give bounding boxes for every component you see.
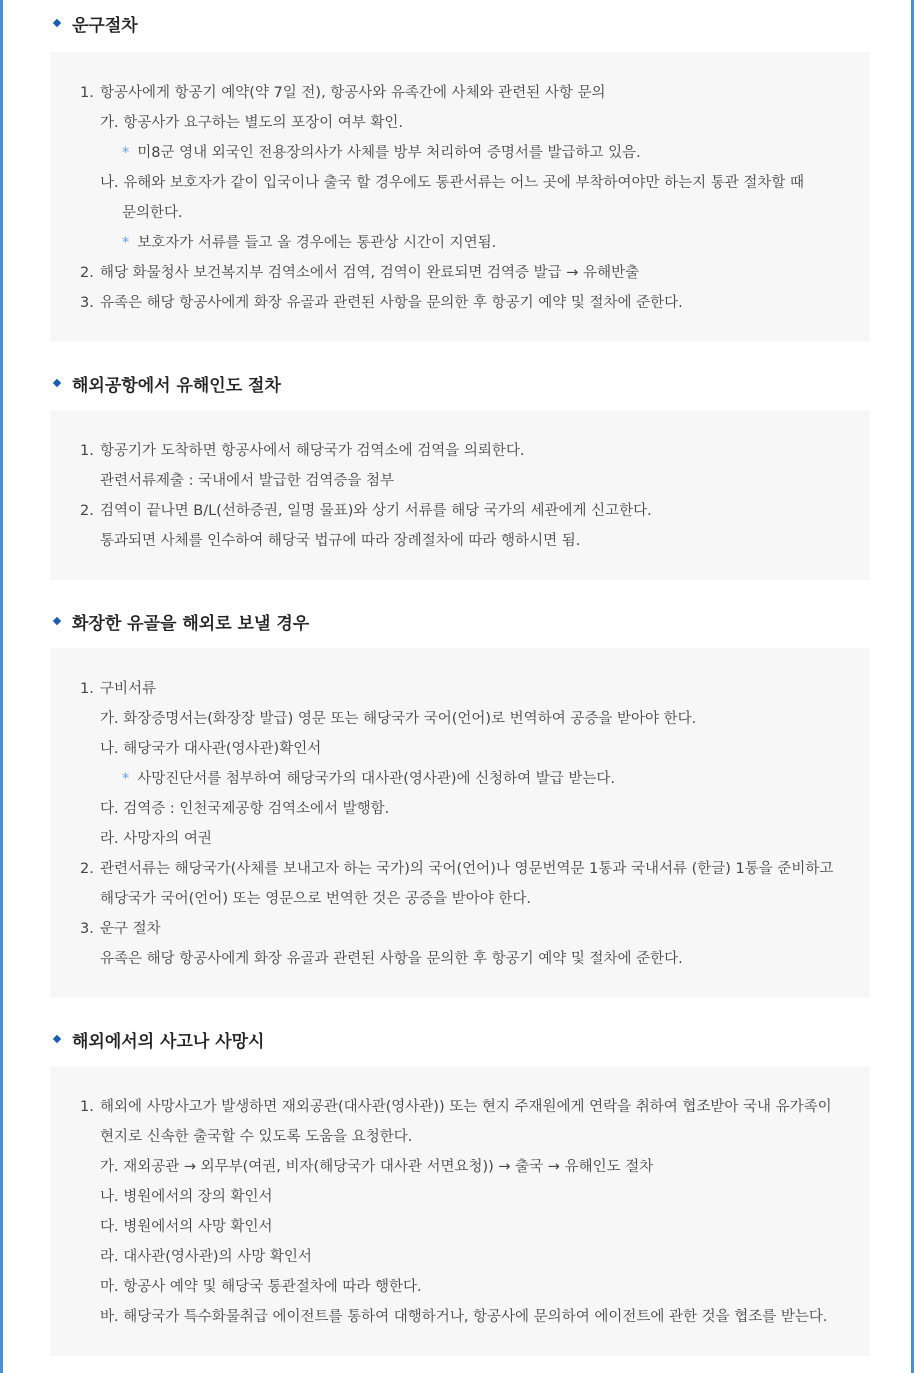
section-title-text: 해외에서의 사고나 사망시 — [72, 1031, 265, 1052]
list-item — [80, 764, 840, 794]
section-title-text: 운구절차 — [72, 15, 138, 36]
list-number: 1. — [80, 681, 94, 697]
list-item-text: 라. 사망자의 여권 — [100, 831, 212, 847]
list-item — [80, 198, 840, 228]
list-item-text: 구비서류 — [100, 681, 157, 697]
list-number: 3. — [80, 295, 94, 311]
list-item-text: 해당국가 국어(언어) 또는 영문으로 번역한 것은 공증을 받아야 한다. — [100, 891, 531, 907]
right-border — [911, 0, 914, 1373]
list-item-text: 다. 검역증 : 인천국제공항 검역소에서 발행함. — [100, 801, 390, 817]
list-item — [80, 1302, 840, 1332]
list-item-text: 해당 화물청사 보건복지부 검역소에서 검역, 검역이 완료되면 검역증 발급 → 유해반출 — [100, 265, 640, 281]
diamond-bullet-icon — [53, 1035, 61, 1043]
section-title — [50, 0, 870, 46]
section-title — [50, 598, 870, 644]
list-item-text: 가. 항공사가 요구하는 별도의 포장이 여부 확인. — [100, 115, 404, 131]
list-item — [80, 168, 840, 198]
list-item-text: 다. 병원에서의 사망 확인서 — [100, 1219, 273, 1235]
diamond-bullet-icon — [53, 19, 61, 27]
list-item — [80, 496, 840, 526]
diamond-bullet-icon — [53, 617, 61, 625]
section-title — [50, 360, 870, 406]
list-item-text: 마. 항공사 예약 및 해당국 통관절차에 따라 행한다. — [100, 1279, 422, 1295]
list-item — [80, 258, 840, 288]
list-item — [80, 1092, 840, 1122]
list-item — [80, 674, 840, 704]
list-number: 2. — [80, 265, 94, 281]
list-item — [80, 824, 840, 854]
list-item — [80, 1272, 840, 1302]
list-number: 1. — [80, 1099, 94, 1115]
list-item — [80, 1182, 840, 1212]
list-item-text: 라. 대사관(영사관)의 사망 확인서 — [100, 1249, 312, 1265]
list-item-text: 유족은 해당 항공사에게 화장 유골과 관련된 사항을 문의한 후 항공기 예약 및 절차에 준한다. — [100, 951, 683, 967]
list-item-text: 운구 절차 — [100, 921, 161, 937]
section-content-box — [50, 648, 870, 998]
list-item — [80, 78, 840, 108]
list-item — [80, 1212, 840, 1242]
list-item-text: 해외에 사망사고가 발생하면 재외공관(대사관(영사관)) 또는 현지 주재원에게 연락을 취하여 협조받아 국내 유가족이 — [100, 1099, 832, 1115]
list-item-text: 사망진단서를 첨부하여 해당국가의 대사관(영사관)에 신청하여 발급 받는다. — [137, 771, 616, 787]
section-title-text: 화장한 유골을 해외로 보낼 경우 — [72, 613, 310, 634]
list-item — [80, 228, 840, 258]
section-content-box — [50, 52, 870, 342]
asterisk-marker: * — [122, 771, 130, 787]
list-item — [80, 1152, 840, 1182]
list-number: 1. — [80, 85, 94, 101]
list-item-text: 통과되면 사체를 인수하여 해당국 법규에 따라 장례절차에 따라 행하시면 됨. — [100, 533, 581, 549]
list-item-text: 보호자가 서류를 들고 올 경우에는 통관상 시간이 지연됨. — [137, 235, 497, 251]
list-item — [80, 138, 840, 168]
list-item-text: 관련서류는 해당국가(사체를 보내고자 하는 국가)의 국어(언어)나 영문번역문 1통과 국내서류 (한글) 1통을 준비하고 — [100, 861, 834, 877]
list-number: 3. — [80, 921, 94, 937]
list-item-text: 현지로 신속한 출국할 수 있도록 도움을 요청한다. — [100, 1129, 413, 1145]
list-item-text: 항공기가 도착하면 항공사에서 해당국가 검역소에 검역을 의뢰한다. — [100, 443, 525, 459]
list-item-text: 미8군 영내 외국인 전용장의사가 사체를 방부 처리하여 증명서를 발급하고 있음. — [137, 145, 641, 161]
list-item — [80, 288, 840, 318]
list-number: 1. — [80, 443, 94, 459]
list-item — [80, 914, 840, 944]
list-item-text: 항공사에게 항공기 예약(약 7일 전), 항공사와 유족간에 사체와 관련된 사항 문의 — [100, 85, 606, 101]
list-item-text: 가. 재외공관 → 외무부(여권, 비자(해당국가 대사관 서면요청)) → 출국 → 유해인도 절차 — [100, 1159, 654, 1175]
left-border — [0, 0, 3, 1373]
asterisk-marker: * — [122, 145, 130, 161]
list-item-text: 나. 병원에서의 장의 확인서 — [100, 1189, 273, 1205]
section-content-box — [50, 410, 870, 580]
list-item-text: 관련서류제출 : 국내에서 발급한 검역증을 첨부 — [100, 473, 395, 489]
list-item — [80, 704, 840, 734]
section-title-text: 해외공항에서 유해인도 절차 — [72, 375, 281, 396]
list-number: 2. — [80, 503, 94, 519]
list-item — [80, 884, 840, 914]
list-item — [80, 944, 840, 974]
list-item — [80, 466, 840, 496]
list-item-text: 나. 해당국가 대사관(영사관)확인서 — [100, 741, 322, 757]
list-item-text: 가. 화장증명서는(화장장 발급) 영문 또는 해당국가 국어(언어)로 번역하여 공증을 받아야 한다. — [100, 711, 697, 727]
list-item-text: 검역이 끝나면 B/L(선하증권, 일명 물표)와 상기 서류를 해당 국가의 세관에게 신고한다. — [100, 503, 652, 519]
list-item — [80, 108, 840, 138]
content-area — [50, 0, 870, 1356]
list-item — [80, 436, 840, 466]
list-item-text: 나. 유해와 보호자가 같이 입국이나 출국 할 경우에도 통관서류는 어느 곳에 부착하여야만 하는지 통관 절차할 때 — [100, 175, 805, 191]
section-title — [50, 1016, 870, 1062]
list-item — [80, 526, 840, 556]
list-item — [80, 1242, 840, 1272]
list-item-text: 문의한다. — [122, 205, 183, 221]
list-item — [80, 1122, 840, 1152]
list-item-text: 바. 해당국가 특수화물취급 에이전트를 통하여 대행하거나, 항공사에 문의하여 에이전트에 관한 것을 협조를 받는다. — [100, 1309, 828, 1325]
asterisk-marker: * — [122, 235, 130, 251]
list-item — [80, 794, 840, 824]
list-item — [80, 734, 840, 764]
list-item — [80, 854, 840, 884]
list-number: 2. — [80, 861, 94, 877]
section-content-box — [50, 1066, 870, 1356]
diamond-bullet-icon — [53, 379, 61, 387]
list-item-text: 유족은 해당 항공사에게 화장 유골과 관련된 사항을 문의한 후 항공기 예약 및 절차에 준한다. — [100, 295, 683, 311]
